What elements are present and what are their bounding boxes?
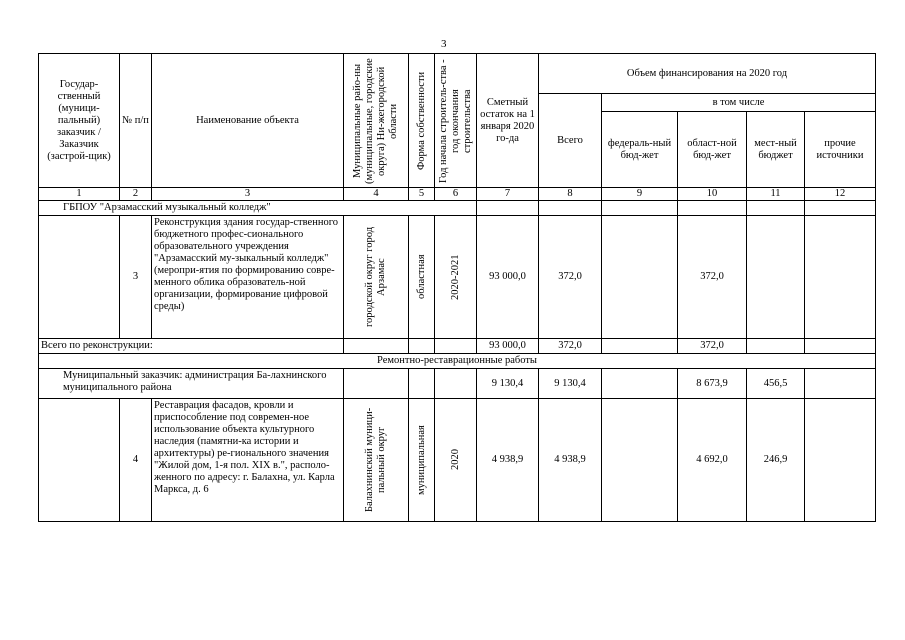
header-ownership: Форма собственности xyxy=(415,71,427,170)
regional: 372,0 xyxy=(678,216,747,339)
local xyxy=(747,216,805,339)
total-regional: 372,0 xyxy=(678,339,747,354)
regional: 4 692,0 xyxy=(678,399,747,522)
municipal-regional: 8 673,9 xyxy=(678,369,747,399)
total-label: Всего по реконструкции: xyxy=(39,339,344,354)
page-number: 3 xyxy=(441,38,447,50)
balance: 93 000,0 xyxy=(477,216,539,339)
municipal-local: 456,5 xyxy=(747,369,805,399)
col-num: 3 xyxy=(152,188,344,201)
col-num: 6 xyxy=(435,188,477,201)
district: городской округ город Арзамас xyxy=(364,226,387,328)
municipal-row xyxy=(39,369,876,399)
section-title: Ремонтно-реставрационные работы xyxy=(39,354,876,369)
financing-table xyxy=(38,53,876,522)
years: 2020-2021 xyxy=(449,254,461,300)
header-num: № п/п xyxy=(120,54,152,188)
other xyxy=(805,399,876,522)
total: 4 938,9 xyxy=(539,399,602,522)
header-incl: в том числе xyxy=(602,94,876,112)
years: 2020 xyxy=(449,449,461,471)
header-districts: Муниципальные райо-ны (муниципальные, городские округа) Ни-жегородской области xyxy=(352,57,399,184)
header-object-name: Наименование объекта xyxy=(152,54,344,188)
municipal-total: 9 130,4 xyxy=(539,369,602,399)
federal xyxy=(602,216,678,339)
other xyxy=(805,216,876,339)
table-row xyxy=(39,216,876,339)
org-row xyxy=(39,201,876,216)
row-num: 3 xyxy=(120,216,152,339)
object-name: Реконструкция здания государ-ственного бюджетного профес-сионального образовательного учреждения "Арзамасский му-зыкальный колледж" (меропри-ятия по формированию совре-менного облика образователь-ной организации, формирование цифровой среды) xyxy=(152,216,344,339)
municipal-label: Муниципальный заказчик: администрация Ба-лахнинского муниципального района xyxy=(39,369,344,399)
total-sum: 372,0 xyxy=(539,339,602,354)
org-name: ГБПОУ "Арзамасский музыкальный колледж" xyxy=(39,201,477,216)
ownership: муниципальная xyxy=(415,425,427,495)
header-other: прочие источники xyxy=(805,112,876,188)
federal xyxy=(602,399,678,522)
col-num: 11 xyxy=(747,188,805,201)
header-years: Год начала строитель-ства - год окончания строительства xyxy=(437,58,473,183)
total: 372,0 xyxy=(539,216,602,339)
district: Балахнинский муници-пальный округ xyxy=(364,407,387,513)
header-customer: Государ-ственный (муници-пальный) заказчик / Заказчик (застрой-щик) xyxy=(39,54,120,188)
table-row xyxy=(39,399,876,522)
col-num: 7 xyxy=(477,188,539,201)
col-num: 4 xyxy=(344,188,409,201)
header-regional: област-ной бюд-жет xyxy=(678,112,747,188)
total-reconstruction-row xyxy=(39,339,876,354)
header-local: мест-ный бюджет xyxy=(747,112,805,188)
header-balance: Сметный остаток на 1 января 2020 го-да xyxy=(477,54,539,188)
total-balance: 93 000,0 xyxy=(477,339,539,354)
local: 246,9 xyxy=(747,399,805,522)
section-row xyxy=(39,354,876,369)
header-financing: Объем финансирования на 2020 год xyxy=(539,54,876,94)
ownership: областная xyxy=(415,254,427,300)
col-num: 10 xyxy=(678,188,747,201)
municipal-balance: 9 130,4 xyxy=(477,369,539,399)
col-num: 1 xyxy=(39,188,120,201)
col-num: 12 xyxy=(805,188,876,201)
col-num: 5 xyxy=(409,188,435,201)
balance: 4 938,9 xyxy=(477,399,539,522)
header-federal: федераль-ный бюд-жет xyxy=(602,112,678,188)
row-num: 4 xyxy=(120,399,152,522)
col-num: 9 xyxy=(602,188,678,201)
object-name: Реставрация фасадов, кровли и приспособление под современ-ное использование объекта культурного наследия (памятни-ка истории и архитектуры) ре-гионального значения "Жилой дом, 1-я пол. XIX в.", располо-женного по адресу: г. Балахна, ул. Карла Маркса, д. 6 xyxy=(152,399,344,522)
col-num: 8 xyxy=(539,188,602,201)
col-num: 2 xyxy=(120,188,152,201)
column-numbers-row xyxy=(39,188,876,201)
header-total: Всего xyxy=(539,94,602,188)
